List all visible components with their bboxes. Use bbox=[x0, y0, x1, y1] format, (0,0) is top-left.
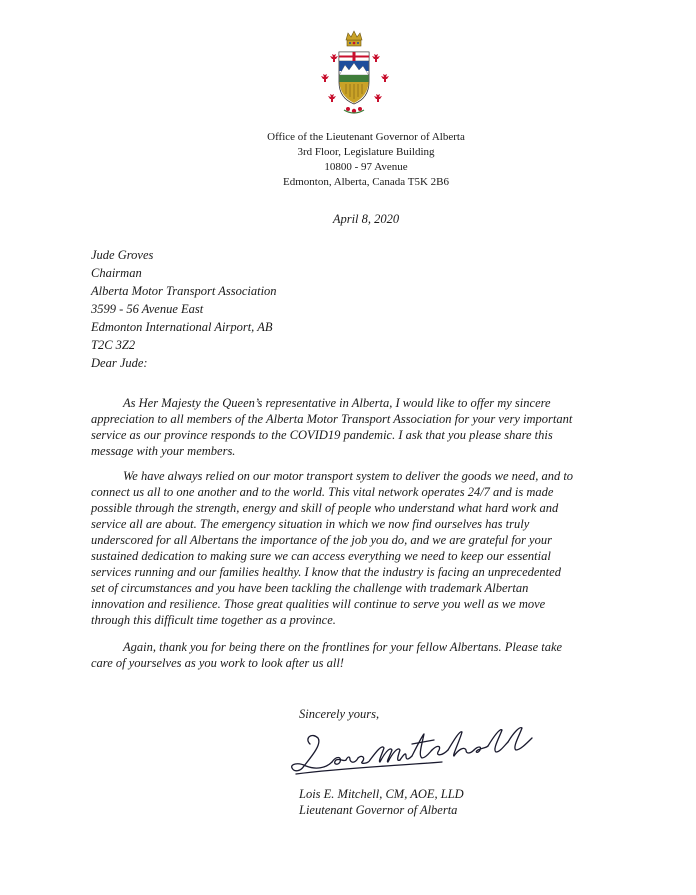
crown-icon bbox=[346, 31, 362, 46]
paragraph-line: We have always relied on our motor transport system to deliver the goods we need, and to bbox=[123, 469, 574, 483]
recipient-city: Edmonton International Airport, AB bbox=[91, 320, 273, 334]
recipient-address bbox=[91, 246, 277, 354]
office-line: Edmonton, Alberta, Canada T5K 2B6 bbox=[283, 176, 449, 188]
closing: Sincerely yours, bbox=[299, 707, 380, 721]
paragraph-line: underscored for all Albertans the importance of the job you do, and we are grateful for your bbox=[91, 533, 552, 547]
paragraph-line: services running and our families healthy. I know that the industry is facing an unprecedented bbox=[91, 565, 561, 579]
salutation: Dear Jude: bbox=[91, 356, 148, 370]
paragraph-line: appreciation to all members of the Alberta Motor Transport Association for your very important bbox=[91, 412, 573, 426]
office-line: 3rd Floor, Legislature Building bbox=[297, 146, 435, 158]
paragraph-line: message with your members. bbox=[91, 444, 236, 458]
paragraph-line: Again, thank you for being there on the frontlines for your fellow Albertans. Please take bbox=[123, 640, 563, 654]
signer-name: Lois E. Mitchell, CM, AOE, LLD bbox=[299, 787, 464, 801]
recipient-name: Jude Groves bbox=[91, 248, 154, 262]
recipient-street: 3599 - 56 Avenue East bbox=[91, 302, 204, 316]
signer-title: Lieutenant Governor of Alberta bbox=[299, 803, 458, 817]
shield-icon bbox=[339, 52, 369, 104]
recipient-title: Chairman bbox=[91, 266, 142, 280]
paragraph-line: through this difficult time together as a province. bbox=[91, 613, 336, 627]
signer-block bbox=[299, 786, 464, 818]
paragraph-line: sustained dedication to making sure we can access everything we need to keep our essential bbox=[91, 549, 551, 563]
recipient-organization: Alberta Motor Transport Association bbox=[91, 284, 277, 298]
body-paragraph bbox=[91, 639, 631, 671]
body-paragraph bbox=[91, 395, 631, 459]
paragraph-line: care of yourselves as you work to look after us all! bbox=[91, 656, 344, 670]
body-paragraph bbox=[91, 468, 631, 628]
handwritten-signature-icon bbox=[282, 722, 552, 782]
base-flowers-icon bbox=[344, 107, 364, 113]
paragraph-line: set of circumstances and you have been tackling the challenge with trademark Albertan bbox=[91, 581, 529, 595]
paragraph-line: innovation and resilience. Those great qualities will continue to serve you well as we move bbox=[91, 597, 546, 611]
paragraph-line: As Her Majesty the Queen’s representative in Alberta, I would like to offer my sincere bbox=[123, 396, 551, 410]
office-line: Office of the Lieutenant Governor of Alberta bbox=[267, 131, 465, 143]
paragraph-line: possible through the strength, energy and skill of people who understand what hard work and bbox=[91, 501, 559, 515]
alberta-crest-icon bbox=[318, 30, 390, 116]
recipient-postal-code: T2C 3Z2 bbox=[91, 338, 136, 352]
paragraph-line: service as our province responds to the COVID19 pandemic. I ask that you please share this bbox=[91, 428, 553, 442]
paragraph-line: service all are about. The emergency situation in which we now find ourselves has truly bbox=[91, 517, 530, 531]
paragraph-line: connect us all to one another and to the world. This vital network operates 24/7 and is made bbox=[91, 485, 554, 499]
office-line: 10800 - 97 Avenue bbox=[324, 161, 408, 173]
letter-date: April 8, 2020 bbox=[332, 212, 400, 226]
office-address bbox=[200, 130, 532, 190]
